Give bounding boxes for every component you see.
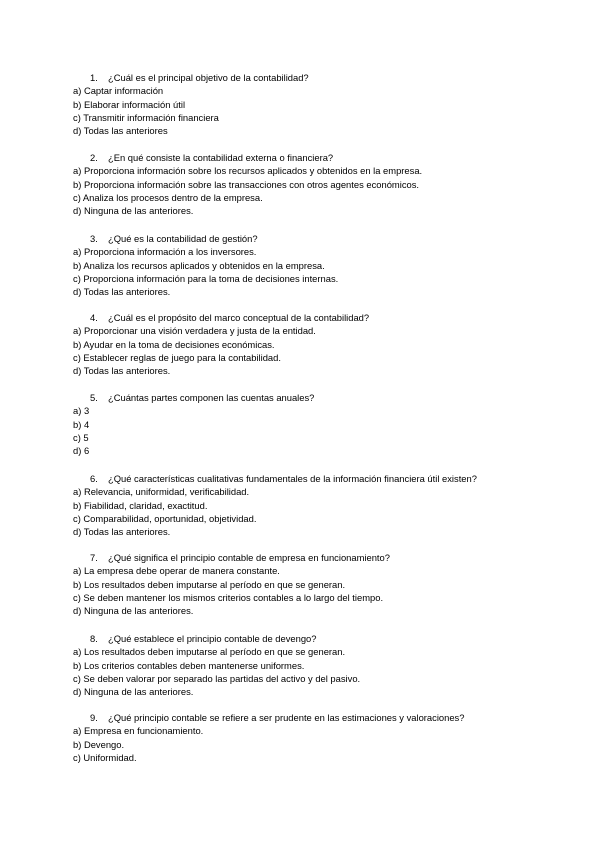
- question-text: ¿En qué consiste la contabilidad externa o financiera?: [108, 152, 334, 163]
- question-6: [73, 472, 593, 538]
- answer-option: b) Fiabilidad, claridad, exactitud.: [73, 499, 208, 511]
- question-number: 4.: [90, 312, 98, 323]
- question-line: [73, 232, 593, 245]
- question-line: [73, 151, 593, 164]
- answer-option: d) Todas las anteriores.: [73, 286, 171, 298]
- question-text: ¿Cuál es el propósito del marco conceptual de la contabilidad?: [108, 312, 370, 323]
- question-line: [73, 71, 593, 84]
- answer-option: b) Proporciona información sobre las transacciones con otros agentes económicos.: [73, 178, 420, 190]
- answer-option: b) Elaborar información útil: [73, 98, 186, 110]
- answer-option: d) Todas las anteriores.: [73, 365, 171, 377]
- question-number: 8.: [90, 633, 98, 644]
- question-number: 9.: [90, 712, 98, 723]
- question-8: [73, 632, 593, 698]
- question-text: ¿Cuántas partes componen las cuentas anuales?: [108, 392, 315, 403]
- answer-option: c) 5: [73, 431, 89, 443]
- answer-option: b) Los resultados deben imputarse al período en que se generan.: [73, 578, 346, 590]
- answer-option: c) Se deben mantener los mismos criterios contables a lo largo del tiempo.: [73, 591, 384, 603]
- answer-option: c) Establecer reglas de juego para la contabilidad.: [73, 351, 281, 363]
- question-number: 6.: [90, 473, 98, 484]
- answer-option: a) Proporciona información a los inversores.: [73, 246, 257, 258]
- answer-option: a) Los resultados deben imputarse al período en que se generan.: [73, 646, 346, 658]
- question-text: ¿Qué características cualitativas fundamentales de la información financiera útil existen?: [108, 473, 477, 484]
- question-number: 5.: [90, 392, 98, 403]
- question-line: [73, 711, 593, 724]
- question-text: ¿Qué significa el principio contable de empresa en funcionamiento?: [108, 552, 390, 563]
- question-7: [73, 551, 593, 617]
- question-9: [73, 711, 593, 764]
- question-text: ¿Qué establece el principio contable de devengo?: [108, 633, 317, 644]
- answer-option: c) Se deben valorar por separado las partidas del activo y del pasivo.: [73, 672, 361, 684]
- question-line: [73, 472, 593, 485]
- question-5: [73, 391, 593, 457]
- answer-option: a) Captar información: [73, 85, 164, 97]
- answer-option: b) Devengo.: [73, 738, 125, 750]
- question-number: 2.: [90, 152, 98, 163]
- question-number: 3.: [90, 233, 98, 244]
- question-number: 7.: [90, 552, 98, 563]
- question-1: [73, 71, 593, 137]
- answer-option: d) Todas las anteriores.: [73, 526, 171, 538]
- answer-option: b) 4: [73, 418, 90, 430]
- answer-option: c) Analiza los procesos dentro de la empresa.: [73, 191, 263, 203]
- answer-option: a) La empresa debe operar de manera constante.: [73, 565, 280, 577]
- answer-option: d) Ninguna de las anteriores.: [73, 686, 194, 698]
- question-text: ¿Cuál es el principal objetivo de la contabilidad?: [108, 72, 309, 83]
- answer-option: d) Todas las anteriores: [73, 125, 168, 137]
- question-line: [73, 311, 593, 324]
- answer-option: b) Ayudar en la toma de decisiones económicas.: [73, 338, 275, 350]
- question-line: [73, 632, 593, 645]
- question-3: [73, 232, 593, 298]
- question-line: [73, 551, 593, 564]
- answer-option: a) Proporciona información sobre los recursos aplicados y obtenidos en la empresa.: [73, 165, 423, 177]
- answer-option: a) Relevancia, uniformidad, verificabilidad.: [73, 486, 250, 498]
- question-4: [73, 311, 593, 377]
- answer-option: c) Uniformidad.: [73, 751, 137, 763]
- answer-option: c) Transmitir información financiera: [73, 111, 219, 123]
- answer-option: a) Proporcionar una visión verdadera y justa de la entidad.: [73, 325, 316, 337]
- answer-option: d) 6: [73, 445, 90, 457]
- question-number: 1.: [90, 72, 98, 83]
- answer-option: d) Ninguna de las anteriores.: [73, 605, 194, 617]
- answer-option: c) Comparabilidad, oportunidad, objetividad.: [73, 512, 257, 524]
- answer-option: b) Los criterios contables deben mantenerse uniformes.: [73, 659, 305, 671]
- answer-option: a) Empresa en funcionamiento.: [73, 725, 204, 737]
- question-text: ¿Qué es la contabilidad de gestión?: [108, 233, 258, 244]
- answer-option: b) Analiza los recursos aplicados y obtenidos en la empresa.: [73, 259, 325, 271]
- answer-option: a) 3: [73, 405, 90, 417]
- question-text: ¿Qué principio contable se refiere a ser prudente en las estimaciones y valoraciones?: [108, 712, 465, 723]
- answer-option: c) Proporciona información para la toma de decisiones internas.: [73, 272, 339, 284]
- answer-option: d) Ninguna de las anteriores.: [73, 205, 194, 217]
- question-2: [73, 151, 593, 217]
- question-line: [73, 391, 593, 404]
